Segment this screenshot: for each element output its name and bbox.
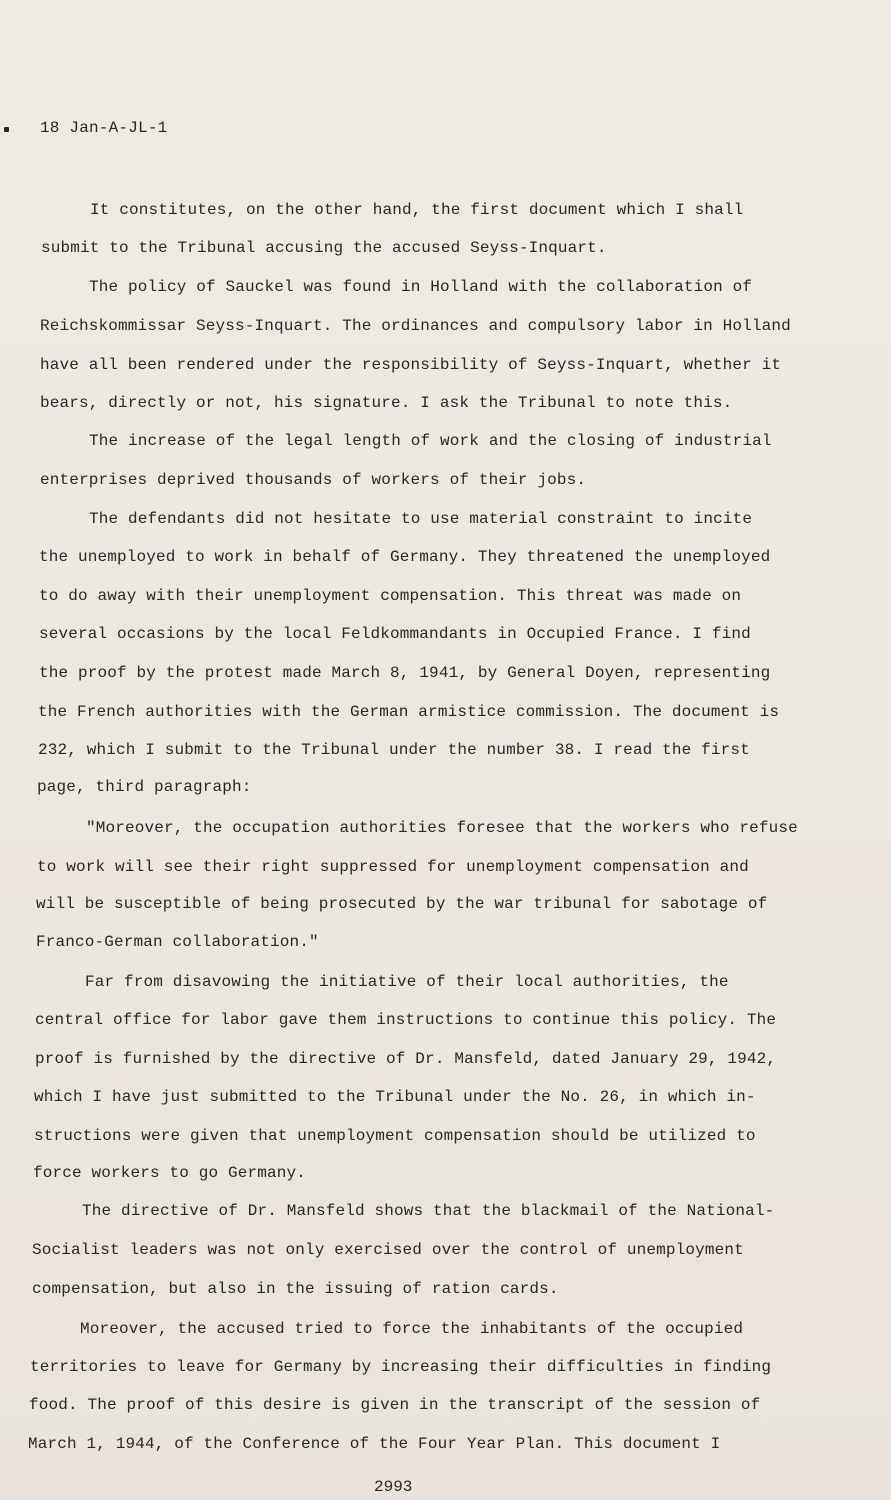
document-code: 18 Jan-A-JL-1 — [40, 119, 168, 137]
text-line: the French authorities with the German armistice commission. The document is — [38, 703, 780, 721]
text-line: 232, which I submit to the Tribunal under the number 38. I read the first — [38, 741, 750, 759]
text-line: enterprises deprived thousands of workers of their jobs. — [40, 471, 587, 489]
text-line: page, third paragraph: — [37, 778, 252, 796]
text-line: the proof by the protest made March 8, 1941, by General Doyen, representing — [39, 664, 771, 682]
text-line: the unemployed to work in behalf of Germany. They threatened the unemployed — [39, 548, 771, 566]
quoted-text-line: to work will see their right suppressed for unemployment compensation and — [37, 858, 749, 876]
text-line: proof is furnished by the directive of Dr. Mansfeld, dated January 29, 1942, — [35, 1050, 777, 1068]
text-line: bears, directly or not, his signature. I ask the Tribunal to note this. — [40, 394, 733, 412]
text-line: to do away with their unemployment compensation. This threat was made on — [39, 587, 742, 605]
text-line: structions were given that unemployment compensation should be utilized to — [34, 1127, 756, 1145]
text-line: food. The proof of this desire is given in the transcript of the session of — [29, 1396, 761, 1414]
quoted-text-line: will be susceptible of being prosecuted by the war tribunal for sabotage of — [36, 895, 768, 913]
text-line: The directive of Dr. Mansfeld shows that the blackmail of the National- — [82, 1202, 775, 1220]
text-line: Far from disavowing the initiative of their local authorities, the — [85, 973, 729, 991]
text-line: submit to the Tribunal accusing the accused Seyss-Inquart. — [41, 239, 607, 257]
text-line: Socialist leaders was not only exercised over the control of unemployment — [32, 1241, 744, 1259]
text-line: which I have just submitted to the Tribunal under the No. 26, in which in- — [34, 1088, 756, 1106]
text-line: March 1, 1944, of the Conference of the Four Year Plan. This document I — [28, 1435, 721, 1453]
text-line: central office for labor gave them instructions to continue this policy. The — [35, 1011, 777, 1029]
margin-mark — [4, 127, 9, 132]
text-line: It constitutes, on the other hand, the first document which I shall — [90, 201, 744, 219]
text-line: Reichskommissar Seyss-Inquart. The ordinances and compulsory labor in Holland — [40, 317, 791, 335]
text-line: have all been rendered under the responsibility of Seyss-Inquart, whether it — [40, 356, 782, 374]
quoted-text-line: "Moreover, the occupation authorities foresee that the workers who refuse — [86, 819, 798, 837]
text-line: The increase of the legal length of work and the closing of industrial — [89, 432, 772, 450]
text-line: The defendants did not hesitate to use material constraint to incite — [89, 510, 753, 528]
page-number: 2993 — [374, 1478, 413, 1496]
text-line: compensation, but also in the issuing of ration cards. — [32, 1280, 559, 1298]
text-line: The policy of Sauckel was found in Holland with the collaboration of — [89, 278, 753, 296]
text-line: Moreover, the accused tried to force the inhabitants of the occupied — [80, 1320, 744, 1338]
text-line: territories to leave for Germany by increasing their difficulties in finding — [30, 1358, 772, 1376]
text-line: several occasions by the local Feldkommandants in Occupied France. I find — [39, 625, 751, 643]
text-line: force workers to go Germany. — [33, 1164, 307, 1182]
quoted-text-line: Franco-German collaboration." — [36, 933, 319, 951]
